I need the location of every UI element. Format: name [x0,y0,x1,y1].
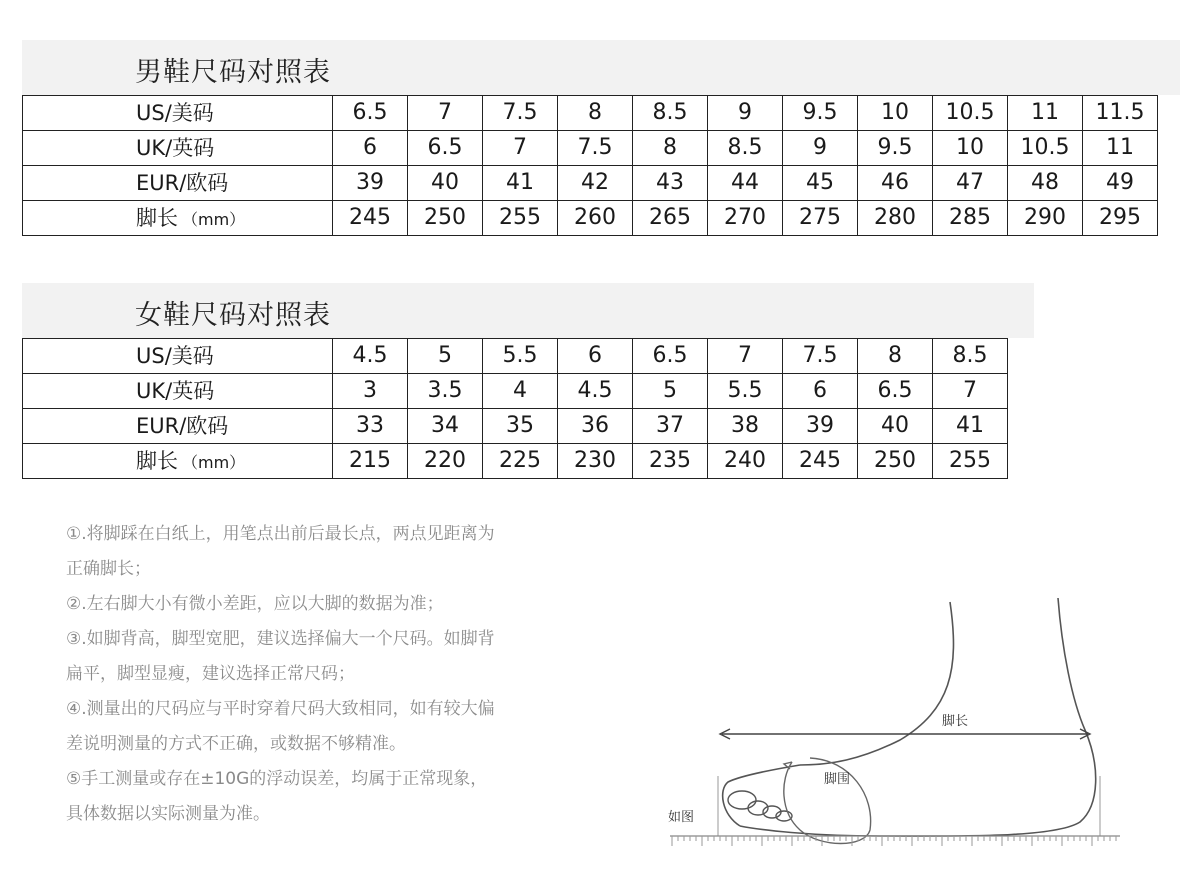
row-label-text: UK/英码 [136,135,215,160]
size-cell: 8.5 [708,131,783,166]
size-cell: 10.5 [1008,131,1083,166]
size-cell: 8 [633,131,708,166]
size-cell: 270 [708,201,783,236]
men-size-section [22,40,1180,236]
size-cell: 49 [1083,166,1158,201]
size-cell: 46 [858,166,933,201]
size-cell: 42 [558,166,633,201]
foot-outline-illustration [660,590,1130,860]
foot-girth-label: 脚围 [824,772,851,787]
size-cell: 5 [408,339,483,374]
women-size-title: 女鞋尺码对照表 [22,283,1034,338]
size-cell: 39 [333,166,408,201]
size-cell: 10.5 [933,96,1008,131]
note-line: ②.左右脚大小有微小差距，应以大脚的数据为准； [66,594,444,614]
size-cell: 35 [483,409,558,444]
size-cell: 45 [783,166,858,201]
size-cell: 7.5 [783,339,858,374]
size-cell: 33 [333,409,408,444]
figure-label: 如图 [668,810,695,825]
row-label-text: EUR/欧码 [136,413,229,438]
row-label-text: 脚长 [136,205,178,230]
note-line: ⑤手工测量或存在±10G的浮动误差，均属于正常现象， [66,769,488,789]
size-cell: 6.5 [858,374,933,409]
size-cell: 10 [858,96,933,131]
size-cell: 5 [633,374,708,409]
size-cell: 36 [558,409,633,444]
size-cell: 290 [1008,201,1083,236]
size-row [23,166,1158,201]
size-cell: 8 [558,96,633,131]
row-unit: （mm） [182,452,246,472]
size-cell: 7.5 [483,96,558,131]
foot-measure-diagram [660,590,1130,860]
row-label [23,409,333,444]
size-cell: 7.5 [558,131,633,166]
size-cell: 6 [333,131,408,166]
size-row [23,374,1008,409]
size-cell: 11 [1083,131,1158,166]
size-cell: 8.5 [633,96,708,131]
size-cell: 41 [483,166,558,201]
size-cell: 225 [483,444,558,479]
note-line: 具体数据以实际测量为准。 [66,804,270,824]
size-cell: 230 [558,444,633,479]
row-label [23,96,333,131]
size-cell: 11.5 [1083,96,1158,131]
size-cell: 4 [483,374,558,409]
size-cell: 11 [1008,96,1083,131]
note-line: ③.如脚背高，脚型宽肥，建议选择偏大一个尺码。如脚背 [66,629,495,649]
size-cell: 43 [633,166,708,201]
size-cell: 280 [858,201,933,236]
size-cell: 6.5 [333,96,408,131]
size-cell: 34 [408,409,483,444]
foot-length-label: 脚长 [942,714,969,729]
size-cell: 235 [633,444,708,479]
size-cell: 41 [933,409,1008,444]
size-cell: 40 [858,409,933,444]
size-cell: 7 [483,131,558,166]
size-cell: 9.5 [858,131,933,166]
men-size-title: 男鞋尺码对照表 [22,40,1180,95]
note-line: ④.测量出的尺码应与平时穿着尺码大致相同，如有较大偏 [66,699,495,719]
size-cell: 260 [558,201,633,236]
size-row [23,409,1008,444]
row-label-text: UK/英码 [136,378,215,403]
row-label [23,166,333,201]
size-cell: 3.5 [408,374,483,409]
men-size-table [22,95,1158,236]
size-cell: 250 [408,201,483,236]
row-label-text: EUR/欧码 [136,170,229,195]
size-cell: 245 [333,201,408,236]
row-unit: （mm） [182,209,246,229]
size-cell: 10 [933,131,1008,166]
size-cell: 9 [783,131,858,166]
size-cell: 295 [1083,201,1158,236]
row-label-text: US/美码 [136,100,214,125]
row-label [23,374,333,409]
size-cell: 255 [933,444,1008,479]
note-line: 正确脚长； [66,559,151,579]
size-cell: 245 [783,444,858,479]
row-label [23,444,333,479]
size-cell: 44 [708,166,783,201]
size-cell: 9.5 [783,96,858,131]
size-cell: 215 [333,444,408,479]
row-label [23,131,333,166]
size-cell: 7 [933,374,1008,409]
size-cell: 6 [783,374,858,409]
size-cell: 37 [633,409,708,444]
size-cell: 285 [933,201,1008,236]
row-label [23,201,333,236]
size-cell: 5.5 [708,374,783,409]
size-cell: 39 [783,409,858,444]
row-label-text: US/美码 [136,343,214,368]
row-label-text: 脚长 [136,448,178,473]
size-cell: 255 [483,201,558,236]
size-row [23,201,1158,236]
size-cell: 6 [558,339,633,374]
size-cell: 48 [1008,166,1083,201]
size-row [23,339,1008,374]
note-line: ①.将脚踩在白纸上，用笔点出前后最长点，两点见距离为 [66,524,495,544]
size-cell: 220 [408,444,483,479]
women-size-table [22,338,1008,479]
measurement-notes [66,517,606,832]
size-row [23,444,1008,479]
size-cell: 9 [708,96,783,131]
size-cell: 8.5 [933,339,1008,374]
size-cell: 275 [783,201,858,236]
size-cell: 250 [858,444,933,479]
size-row [23,131,1158,166]
size-cell: 4.5 [558,374,633,409]
size-cell: 5.5 [483,339,558,374]
size-cell: 265 [633,201,708,236]
size-cell: 40 [408,166,483,201]
row-label [23,339,333,374]
size-cell: 4.5 [333,339,408,374]
size-cell: 47 [933,166,1008,201]
size-cell: 6.5 [633,339,708,374]
size-cell: 38 [708,409,783,444]
size-cell: 240 [708,444,783,479]
note-line: 差说明测量的方式不正确，或数据不够精准。 [66,734,406,754]
size-cell: 6.5 [408,131,483,166]
size-cell: 7 [708,339,783,374]
note-line: 扁平，脚型显瘦，建议选择正常尺码； [66,664,355,684]
women-size-section [22,283,1034,479]
size-row [23,96,1158,131]
size-cell: 7 [408,96,483,131]
size-cell: 8 [858,339,933,374]
size-cell: 3 [333,374,408,409]
